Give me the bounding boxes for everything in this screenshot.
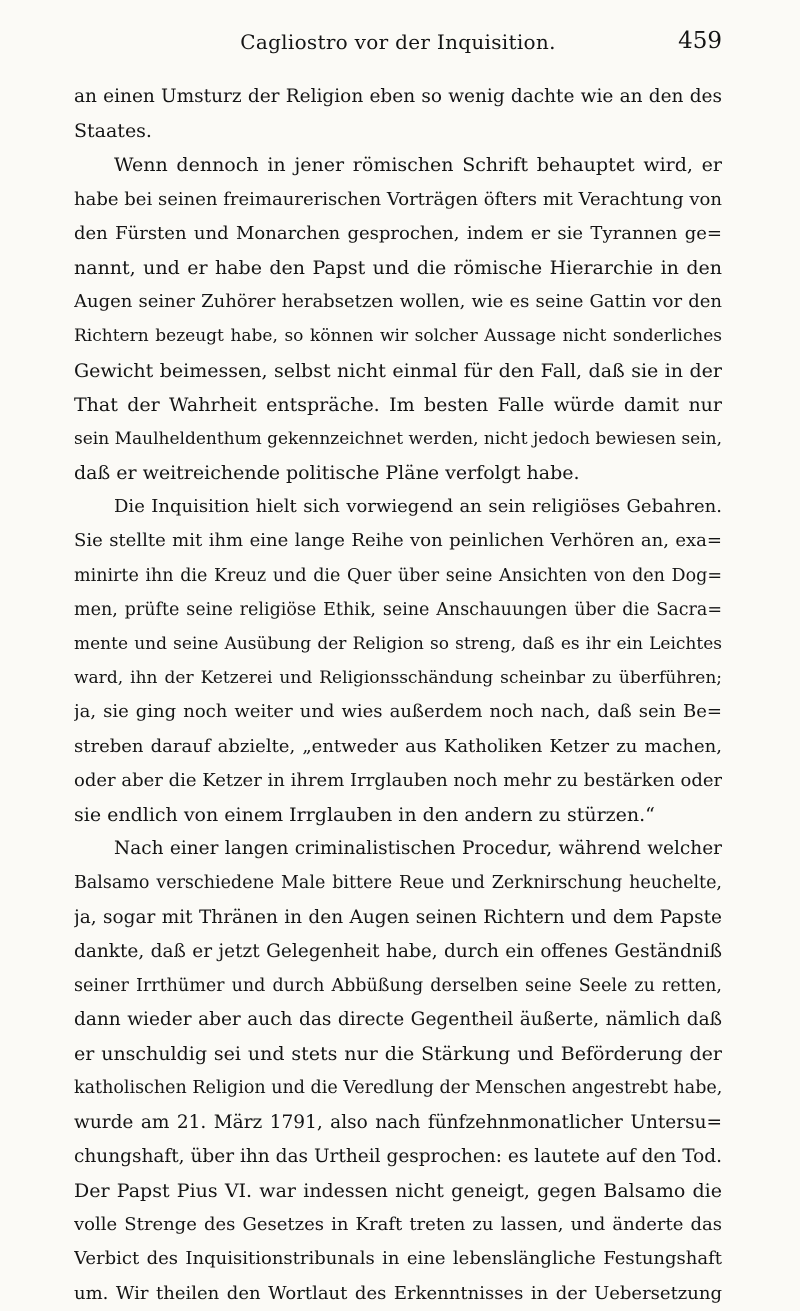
text-line: Richtern bezeugt habe, so können wir solcher Aussage nicht sonderliches <box>74 326 722 347</box>
text-line: Der Papst Pius VI. war indessen nicht geneigt, gegen Balsamo die <box>74 1180 722 1202</box>
text-line: men, prüfte seine religiöse Ethik, seine Anschauungen über die Sacra= <box>74 599 722 620</box>
text-line: dann wieder aber auch das directe Gegentheil äußerte, nämlich daß <box>74 1009 722 1031</box>
text-line: streben darauf abzielte, „entweder aus Katholiken Ketzer zu machen, <box>74 735 722 757</box>
text-line: Wenn dennoch in jener römischen Schrift behauptet wird, er <box>114 154 722 177</box>
text-line: ward, ihn der Ketzerei und Religionsschändung scheinbar zu überführen; <box>74 668 722 689</box>
text-line: sie endlich von einem Irrglauben in den andern zu stürzen.“ <box>74 803 655 826</box>
text-line: seiner Irrthümer und durch Abbüßung derselben seine Seele zu retten, <box>74 975 722 996</box>
text-line: er unschuldig sei und stets nur die Stärkung und Beförderung der <box>74 1043 722 1066</box>
text-line: habe bei seinen freimaurerischen Vorträgen öfters mit Verachtung von <box>74 188 722 210</box>
running-header <box>74 30 722 60</box>
text-line: ja, sie ging noch weiter und wies außerdem noch nach, daß sein Be= <box>74 701 722 723</box>
text-line: oder aber die Ketzer in ihrem Irrglauben noch mehr zu bestärken oder <box>74 769 722 791</box>
text-line: Augen seiner Zuhörer herabsetzen wollen, wie es seine Gattin vor den <box>74 291 722 313</box>
text-line: Staates. <box>74 120 152 143</box>
text-line: Sie stellte mit ihm eine lange Reihe von peinlichen Verhören an, exa= <box>74 530 722 552</box>
body-text <box>74 80 722 1311</box>
text-line: Balsamo verschiedene Male bittere Reue und Zerknirschung heuchelte, <box>74 873 722 894</box>
text-line: chungshaft, über ihn das Urtheil gesprochen: es lautete auf den Tod. <box>74 1145 722 1167</box>
text-line: That der Wahrheit entspräche. Im besten Falle würde damit nur <box>74 393 722 416</box>
text-line: volle Strenge des Gesetzes in Kraft treten zu lassen, und änderte das <box>74 1214 722 1236</box>
text-line: daß er weitreichende politische Pläne verfolgt habe. <box>74 462 580 485</box>
text-line: sein Maulheldenthum gekennzeichnet werden, nicht jedoch bewiesen sein, <box>74 428 722 449</box>
text-line: nannt, und er habe den Papst und die römische Hierarchie in den <box>74 256 722 279</box>
running-title: Cagliostro vor der Inquisition. <box>240 30 556 54</box>
text-line: Gewicht beimessen, selbst nicht einmal für den Fall, daß sie in der <box>74 359 722 382</box>
text-line: ja, sogar mit Thränen in den Augen seinen Richtern und dem Papste <box>74 906 722 928</box>
text-line: dankte, daß er jetzt Gelegenheit habe, durch ein offenes Geständniß <box>74 940 722 962</box>
text-line: Nach einer langen criminalistischen Procedur, während welcher <box>114 838 722 860</box>
text-line: minirte ihn die Kreuz und die Quer über seine Ansichten von den Dog= <box>74 565 722 586</box>
page-number: 459 <box>678 28 722 54</box>
text-line: um. Wir theilen den Wortlaut des Erkenntnisses in der Uebersetzung <box>74 1282 722 1304</box>
text-line: den Fürsten und Monarchen gesprochen, indem er sie Tyrannen ge= <box>74 222 722 244</box>
text-line: an einen Umsturz der Religion eben so wenig dachte wie an den des <box>74 86 722 107</box>
text-line: mente und seine Ausübung der Religion so streng, daß es ihr ein Leichtes <box>74 634 722 654</box>
text-line: wurde am 21. März 1791, also nach fünfzehnmonatlicher Untersu= <box>74 1111 722 1133</box>
text-line: katholischen Religion und die Veredlung der Menschen angestrebt habe, <box>74 1078 722 1099</box>
text-line: Verbict des Inquisitionstribunals in eine lebenslängliche Festungshaft <box>74 1248 722 1270</box>
text-line: Die Inquisition hielt sich vorwiegend an sein religiöses Gebahren. <box>114 496 722 518</box>
